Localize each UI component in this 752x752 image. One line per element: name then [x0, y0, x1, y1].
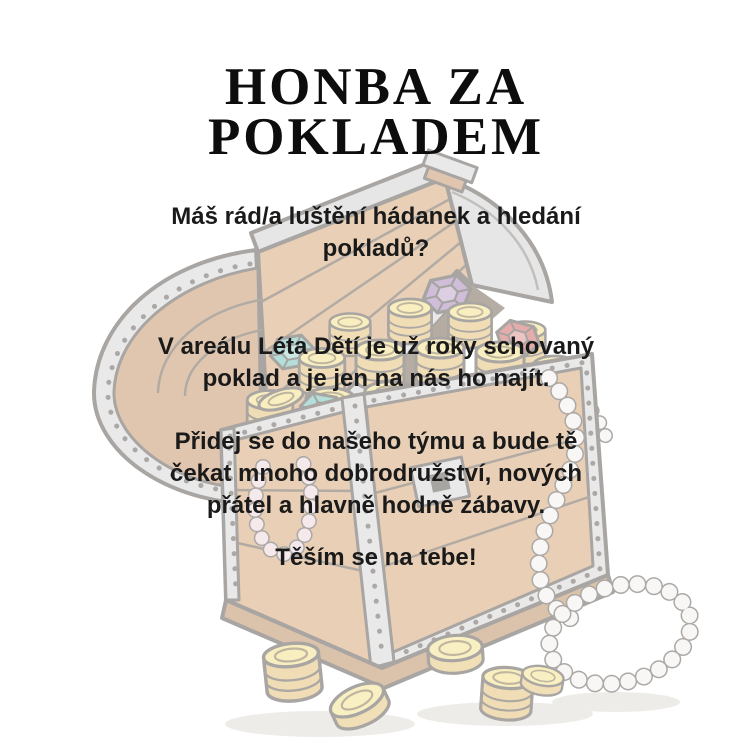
- paragraph-treasure-info: [0, 331, 752, 395]
- poster-title: [0, 58, 752, 166]
- paragraph-invitation: [0, 426, 752, 522]
- paragraph-line: V areálu Léta Dětí je už roky schovaný: [157, 333, 595, 360]
- title-line-1: HONBA ZA: [224, 58, 528, 116]
- paragraph-line: poklad a je jen na nás ho najít.: [202, 365, 550, 392]
- paragraph-line: přátel a hlavně hodně zábavy.: [206, 492, 546, 519]
- paragraph-line: pokladů?: [322, 235, 430, 262]
- paragraph-line: Přidej se do našeho týmu a bude tě: [174, 428, 578, 455]
- paragraph-line: Máš rád/a luštění hádanek a hledání: [171, 203, 581, 230]
- paragraph-question: [0, 201, 752, 265]
- ground-shadow: [225, 711, 415, 737]
- paragraph-line: Těším se na tebe!: [275, 544, 477, 571]
- paragraph-closing: [0, 542, 752, 574]
- title-line-2: POKLADEM: [207, 108, 545, 166]
- paragraph-line: čekat mnoho dobrodružství, nových: [169, 460, 583, 487]
